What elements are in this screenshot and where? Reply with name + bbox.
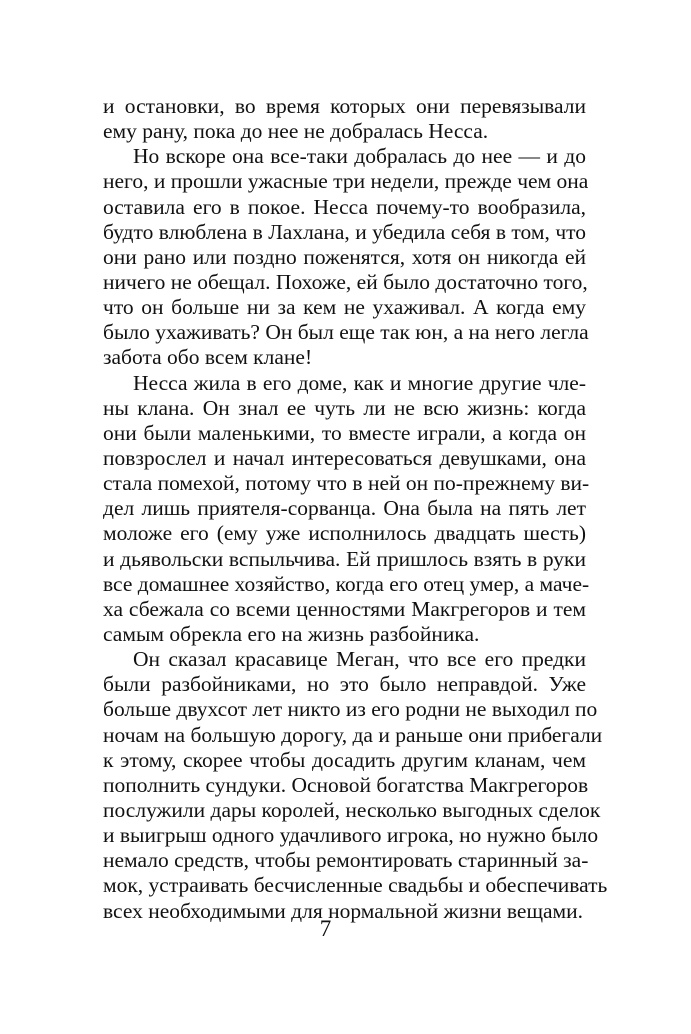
text-line: послужили дары королей, несколько выгодных сделок [103,797,601,822]
paragraph [103,94,586,144]
paragraph [103,144,589,370]
text-line: забота обо всем клане! [103,345,313,370]
text-line: Несса жила в его доме, как и многие другие чле- [133,370,586,395]
text-line: оставила его в покое. Несса почему-то вообразила, [103,194,586,219]
text-line: ны клана. Он знал ее чуть ли не всю жизнь: когда [103,395,586,420]
body-text [103,94,608,924]
text-line: всех необходимыми для нормальной жизни вещами. [103,898,584,923]
text-line: пополнить сундуки. Основой богатства Макгрегоров [103,772,589,797]
paragraph [103,647,608,924]
text-line: ему рану, пока до нее не добралась Несса. [103,119,489,144]
text-line: к этому, скорее чтобы досадить другим кланам, чем [103,747,586,772]
text-line: были разбойниками, но это было неправдой. Уже [103,672,586,697]
text-line: Он сказал красавице Меган, что все его предки [133,647,586,672]
text-line: него, и прошли ужасные три недели, прежде чем она [103,169,589,194]
text-line: они были маленькими, то вместе играли, а когда он [103,420,586,445]
text-line: все домашнее хозяйство, когда его отец умер, а маче- [103,571,590,596]
text-line: они рано или поздно поженятся, хотя он никогда ей [103,244,586,269]
page-number: 7 [319,916,332,941]
text-line: немало средств, чтобы ремонтировать старинный за- [103,848,589,873]
text-line: ха сбежала со всеми ценностями Макгрегоров и тем [103,596,586,621]
text-line: стала помехой, потому что в ней он по-прежнему ви- [103,471,590,496]
text-line: самым обрекла его на жизнь разбойника. [103,621,480,646]
text-line: будто влюблена в Лахлана, и убедила себя в том, что [103,219,586,244]
text-line: мок, устраивать бесчисленные свадьбы и обеспечивать [103,873,608,898]
text-line: дел лишь приятеля-сорванца. Она была на пять лет [103,496,586,521]
text-line: моложе его (ему уже исполнилось двадцать шесть) [103,521,586,546]
text-line: и выигрыш одного удачливого игрока, но нужно было [103,823,599,848]
text-line: и дьявольски вспыльчива. Ей пришлось взять в руки [103,546,586,571]
text-line: что он больше ни за кем не ухаживал. А когда ему [103,295,586,320]
paragraph [103,370,590,648]
text-line: повзрослел и начал интересоваться девушками, она [103,445,586,470]
text-line: и остановки, во время которых они перевязывали [103,94,586,118]
text-line: ночам на большую дорогу, да и раньше они прибегали [103,722,603,747]
text-line: больше двухсот лет никто из его родни не выходил по [103,697,598,722]
text-line: Но вскоре она все-таки добралась до нее — и до [133,144,586,169]
text-line: ничего не обещал. Похоже, ей было достаточно того, [103,269,588,294]
text-line: было ухаживать? Он был еще так юн, а на него легла [103,320,589,345]
